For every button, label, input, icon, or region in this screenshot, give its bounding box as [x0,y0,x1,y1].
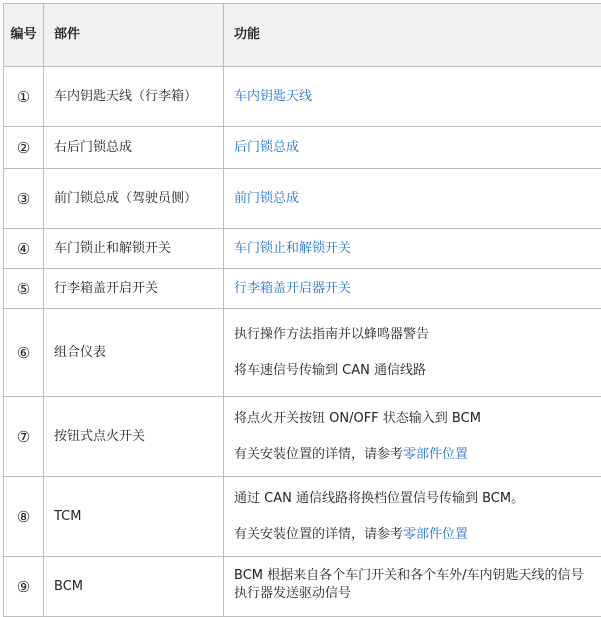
table-row [4,67,601,127]
table-body [4,67,601,617]
function-link[interactable]: 车内钥匙天线 [234,89,312,104]
row-number: ② [4,127,44,169]
function-text: 通过 CAN 通信线路将换档位置信号传输到 BCM。 [234,491,524,506]
function-link[interactable]: 车门锁止和解锁开关 [234,241,351,256]
row-number: ④ [4,229,44,269]
row-part: 前门锁总成（驾驶员侧） [44,169,224,229]
function-paragraph [234,190,601,208]
row-function [224,169,601,229]
function-link[interactable]: 前门锁总成 [234,191,299,206]
row-part: 按钮式点火开关 [44,397,224,477]
row-number: ⑤ [4,269,44,309]
row-number: ③ [4,169,44,229]
row-function [224,309,601,397]
function-paragraph [234,139,601,157]
row-function [224,557,601,617]
function-text: 有关安装位置的详情，请参考 [234,447,403,462]
function-paragraph [234,240,601,258]
function-text: 将点火开关按钮 ON/OFF 状态输入到 BCM [234,411,481,426]
header-function: 功能 [224,4,601,67]
function-paragraph [234,567,601,585]
row-number: ⑨ [4,557,44,617]
function-paragraph [234,526,601,544]
row-part: BCM [44,557,224,617]
row-function [224,477,601,557]
parts-function-table [3,3,601,617]
function-text: 执行器发送驱动信号 [234,586,351,601]
function-paragraph [234,88,601,106]
function-link[interactable]: 零部件位置 [403,447,468,462]
row-part: 行李箱盖开启开关 [44,269,224,309]
function-text: BCM 根据来自各个车门开关和各个车外/车内钥匙天线的信号 [234,568,584,583]
table-row [4,269,601,309]
table-row [4,169,601,229]
table-row [4,229,601,269]
row-part: 车门锁止和解锁开关 [44,229,224,269]
row-part: TCM [44,477,224,557]
function-paragraph [234,446,601,464]
row-part: 组合仪表 [44,309,224,397]
table-row [4,397,601,477]
function-link[interactable]: 零部件位置 [403,527,468,542]
function-paragraph [234,326,601,344]
function-link[interactable]: 行李箱盖开启器开关 [234,281,351,296]
function-paragraph [234,362,601,380]
row-part: 车内钥匙天线（行李箱） [44,67,224,127]
function-paragraph [234,280,601,298]
function-paragraph [234,410,601,428]
row-function [224,67,601,127]
header-number: 编号 [4,4,44,67]
row-number: ⑧ [4,477,44,557]
table-row [4,557,601,617]
function-text: 执行操作方法指南并以蜂鸣器警告 [234,327,429,342]
function-link[interactable]: 后门锁总成 [234,140,299,155]
function-paragraph [234,490,601,508]
table-row [4,477,601,557]
function-text: 将车速信号传输到 CAN 通信线路 [234,363,426,378]
function-text: 有关安装位置的详情，请参考 [234,527,403,542]
row-number: ⑥ [4,309,44,397]
row-function [224,229,601,269]
function-paragraph [234,585,601,603]
table-header-row [4,4,601,67]
table-row [4,127,601,169]
table-row [4,309,601,397]
row-part: 右后门锁总成 [44,127,224,169]
row-function [224,397,601,477]
header-part: 部件 [44,4,224,67]
row-function [224,127,601,169]
row-number: ⑦ [4,397,44,477]
row-function [224,269,601,309]
row-number: ① [4,67,44,127]
